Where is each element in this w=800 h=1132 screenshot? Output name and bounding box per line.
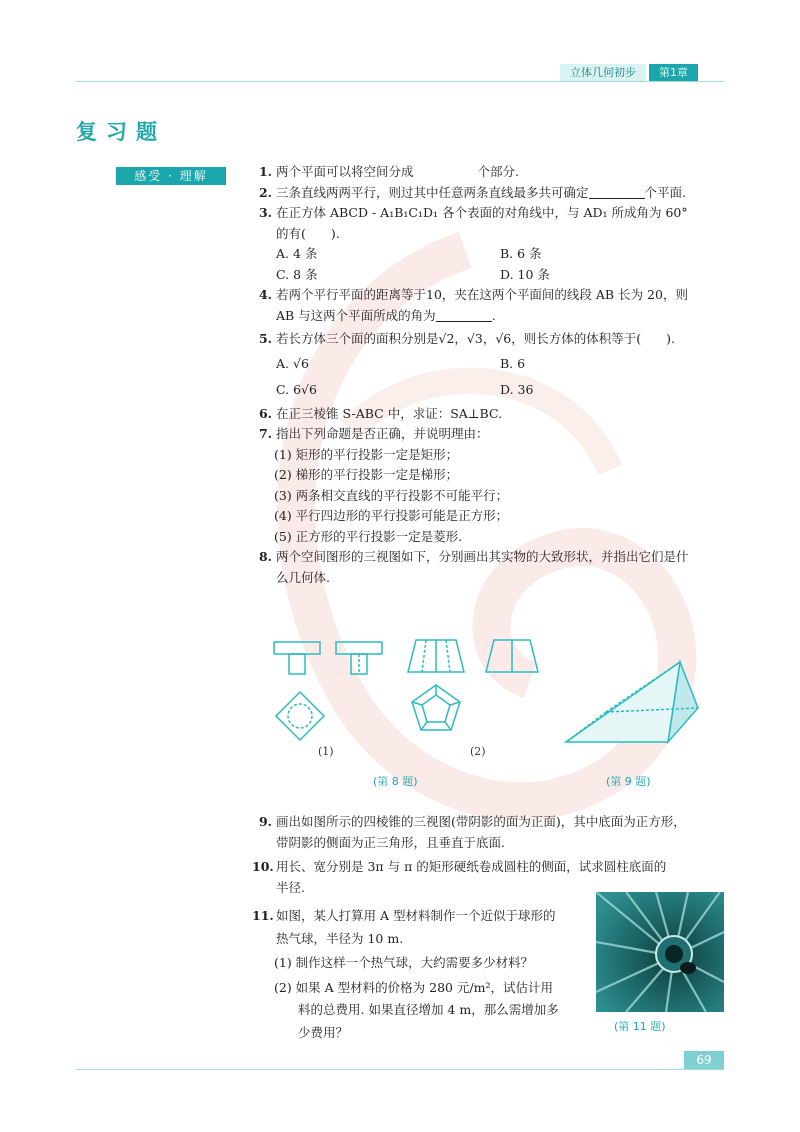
hot-air-balloon-photo [596, 892, 724, 1012]
three-view-1-front [274, 642, 320, 674]
figure-q8-q9 [266, 632, 706, 750]
figure-caption-11: (第 11 题) [614, 1020, 666, 1033]
figure-label-1: (1) [318, 745, 334, 758]
question-4: 4. 若两个平行平面的距离等于10，夹在这两个平面间的线段 AB 长为 20，则 [258, 287, 688, 302]
exercise-list: 1. 两个平面可以将空间分成 个部分. 2. 三条直线两两平行，则过其中任意两条直线最多共可确定 个平面. 3. 在正方体 ABCD - A₁B₁C₁D₁ 各个表面的对角线中，与 AD₁ 所成角为 60° 的有( ). A. 4 条 B. 6 条 C. 8 条 D. 10 条 4. 若两个平行平面的距离等于10，夹在这两个平面间的线段 AB 长为 20，则 AB 与这两个平面所成的角为 . 5. 若长方体三个面的面积分别是√2，√3，√6，则长方体的体积等于( ). A. √6 B. 6 C. 6√6 D. 36 6. 在正三棱锥 S-ABC 中，求证：SA⊥BC. 7. 指出下列命题是否正确，并说明理由： (1) 矩形的平行投影一定是矩形； (2) 梯形的平行投影一定是梯形； (3) 两条相交直线的平行投影不可能平行； (4) 平行四边形的平行投影可能是正方形； (5) 正方形的平行投影一定是菱形. 8. 两个空间图形的三视图如下，分别画出其实物的大致形状，并指出它们是什 么几何体. [252, 162, 724, 588]
question-1: 1. 两个平面可以将空间分成 个部分. [258, 164, 519, 179]
list-item: (2) 如果 A 型材料的价格为 280 元/m²，试估计用 [274, 979, 554, 995]
question-6: 6. 在正三棱锥 S-ABC 中，求证：SA⊥BC. [258, 405, 503, 421]
three-view-2-top [412, 685, 460, 730]
question-11: 11. 如图，某人打算用 A 型材料制作一个近似于球形的 [252, 908, 556, 923]
option: D. 10 条 [500, 266, 550, 282]
question-2: 2. 三条直线两两平行，则过其中任意两条直线最多共可确定 个平面. [258, 184, 686, 200]
answer-blank [589, 184, 645, 199]
section-title: 复习题 [76, 120, 166, 144]
question-5: 5. 若长方体三个面的面积分别是√2，√3，√6，则长方体的体积等于( ). [258, 331, 675, 346]
option: A. √6 [276, 355, 309, 371]
answer-blank [436, 307, 492, 322]
footer-rule [76, 1069, 724, 1070]
option: C. 6√6 [276, 382, 317, 397]
list-item: (1) 制作这样一个热气球，大约需要多少材料？ [274, 955, 534, 970]
three-view-2-side [486, 640, 538, 672]
option: D. 36 [500, 382, 534, 397]
list-item: (4) 平行四边形的平行投影可能是正方形； [274, 508, 509, 523]
question-7: 7. 指出下列命题是否正确，并说明理由： [258, 426, 489, 441]
running-header [560, 64, 698, 80]
question-8: 8. 两个空间图形的三视图如下，分别画出其实物的大致形状，并指出它们是什 [258, 549, 689, 564]
question-10: 10. 用长、宽分别是 3π 与 π 的矩形硬纸卷成圆柱的侧面，试求圆柱底面的 [252, 859, 667, 874]
option: A. 4 条 [276, 246, 318, 261]
option: C. 8 条 [276, 266, 318, 282]
question-9: 9. 画出如图所示的四棱锥的三视图(带阴影的面为正面)，其中底面为正方形， [258, 814, 686, 829]
page-number: 69 [684, 1051, 724, 1069]
figure-label-2: (2) [470, 745, 486, 758]
chapter-number: 第1章 [649, 64, 698, 81]
question-3-options [276, 244, 724, 265]
option: B. 6 条 [500, 246, 542, 261]
section-tag: 感受 · 理解 [116, 167, 226, 185]
list-item: 料的总费用. 如果直径增加 4 m，那么需增加多 [298, 1002, 559, 1017]
list-item: (5) 正方形的平行投影一定是菱形. [274, 528, 463, 544]
exercise-list-continued: 9. 画出如图所示的四棱锥的三视图(带阴影的面为正面)，其中底面为正方形， 带阴影的侧面为正三角形，且垂直于底面. 10. 用长、宽分别是 3π 与 π 的矩形硬纸卷成圆柱的侧面，试求圆柱底面的 半径. 11. 如图，某人打算用 A 型材料制作一个近似于球形的 热气球，半径为 10 m. (1) 制作这样一个热气球，大约需要多少材料？ (2) 如果 A 型材料的价格为 280 元/m²，试估计用 料的总费用. 如果直径增加 4 m，那么需增加多 少费用？ [252, 812, 724, 1043]
pyramid-q9 [566, 662, 698, 742]
option: B. 6 [500, 355, 526, 371]
list-item: (1) 矩形的平行投影一定是矩形； [274, 446, 459, 462]
three-view-2-front [408, 640, 464, 672]
list-item: 少费用？ [298, 1024, 349, 1040]
chapter-title: 立体几何初步 [560, 64, 646, 81]
list-item: (3) 两条相交直线的平行投影不可能平行； [274, 487, 509, 503]
figure-caption-8: (第 8 题) [373, 775, 418, 788]
three-view-1-side [336, 642, 382, 674]
figure-caption-9: (第 9 题) [606, 775, 651, 788]
question-3: 3. 在正方体 ABCD - A₁B₁C₁D₁ 各个表面的对角线中，与 AD₁ 所成角为 60° [258, 205, 688, 220]
list-item: (2) 梯形的平行投影一定是梯形； [274, 467, 459, 482]
header-rule [76, 81, 724, 82]
three-view-1-top [276, 692, 324, 740]
